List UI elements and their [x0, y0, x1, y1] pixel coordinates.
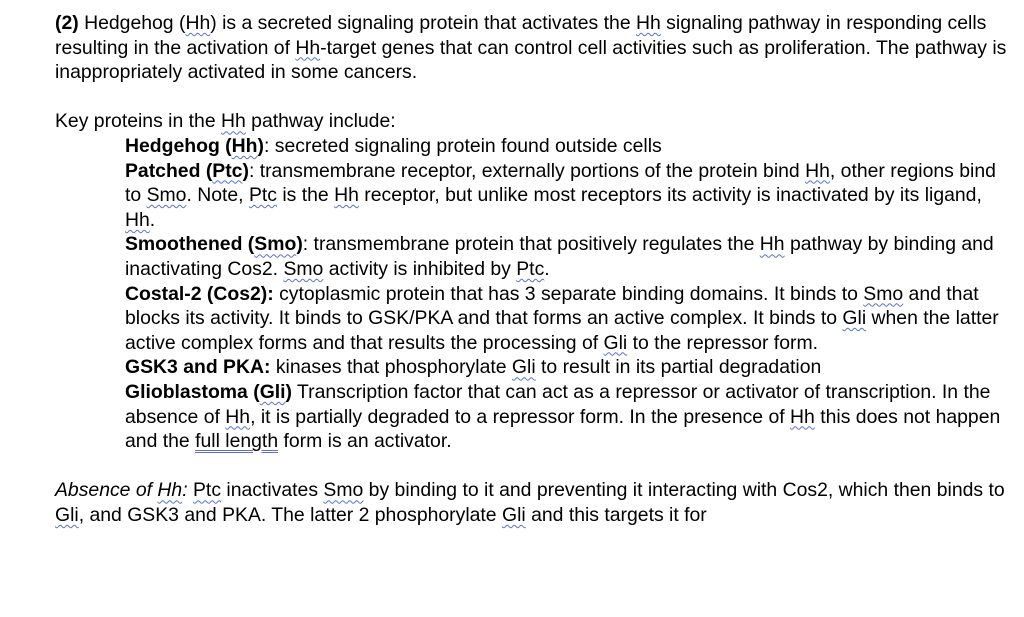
term-patched: Patched (Ptc) [125, 159, 249, 182]
protein-list [55, 134, 1010, 454]
protein-gsk3-pka: GSK3 and PKA: kinases that phosphorylate Gli to result in its partial degradation [125, 356, 822, 379]
question-label: (2) [55, 12, 79, 34]
absence-of-hh-paragraph: Absence of Hh: Ptc inactivates Smo by binding to it and preventing it interacting with Cos2, which then binds to Gli, and GSK3 and PKA. The latter 2 phosphorylate Gli and this targets it for [55, 479, 1005, 526]
paragraph-spacer [55, 85, 1010, 110]
term-costal-2: Costal-2 (Cos2): [125, 282, 274, 305]
term-hedgehog: Hedgehog (Hh) [125, 134, 264, 157]
document-page [55, 11, 1010, 527]
key-proteins-heading: Key proteins in the Hh pathway include: [55, 110, 396, 133]
protein-smoothened: Smoothened (Smo): transmembrane protein that positively regulates the Hh pathway by binding and inactivating Cos2. Smo activity is inhibited by Ptc. [125, 233, 994, 280]
protein-hedgehog: Hedgehog (Hh): secreted signaling protein found outside cells [125, 134, 662, 157]
term-glioblastoma: Glioblastoma (Gli) [125, 380, 293, 403]
protein-patched: Patched (Ptc): transmembrane receptor, externally portions of the protein bind Hh, other regions bind to Smo. Note, Ptc is the Hh receptor, but unlike most receptors its activity is inactivated by its ligand, Hh. [125, 159, 996, 231]
full-length-term: full length [195, 430, 279, 453]
intro-paragraph: (2) Hedgehog (Hh) is a secreted signaling protein that activates the Hh signaling pathway in responding cells resulting in the activation of Hh-target genes that can control cell activities such as proliferation. The pathway is inappropriately activated in some cancers. [55, 12, 1007, 84]
term-smoothened: Smoothened (Smo) [125, 233, 303, 256]
protein-costal-2: Costal-2 (Cos2): cytoplasmic protein that has 3 separate binding domains. It binds to Smo and that blocks its activity. It binds to GSK/PKA and that forms an active complex. It binds to Gli when the latter active complex forms and that results the processing of Gli to the repressor form. [125, 282, 999, 354]
term-gsk3-pka: GSK3 and PKA: [125, 356, 271, 379]
paragraph-spacer [55, 454, 1010, 479]
absence-label: Absence of Hh: [55, 479, 188, 502]
protein-glioblastoma: Glioblastoma (Gli) Transcription factor that can act as a repressor or activator of transcription. In the absence of Hh, it is partially degraded to a repressor form. In the presence of Hh this does not happen and the full length form is an activator. [125, 380, 1001, 453]
